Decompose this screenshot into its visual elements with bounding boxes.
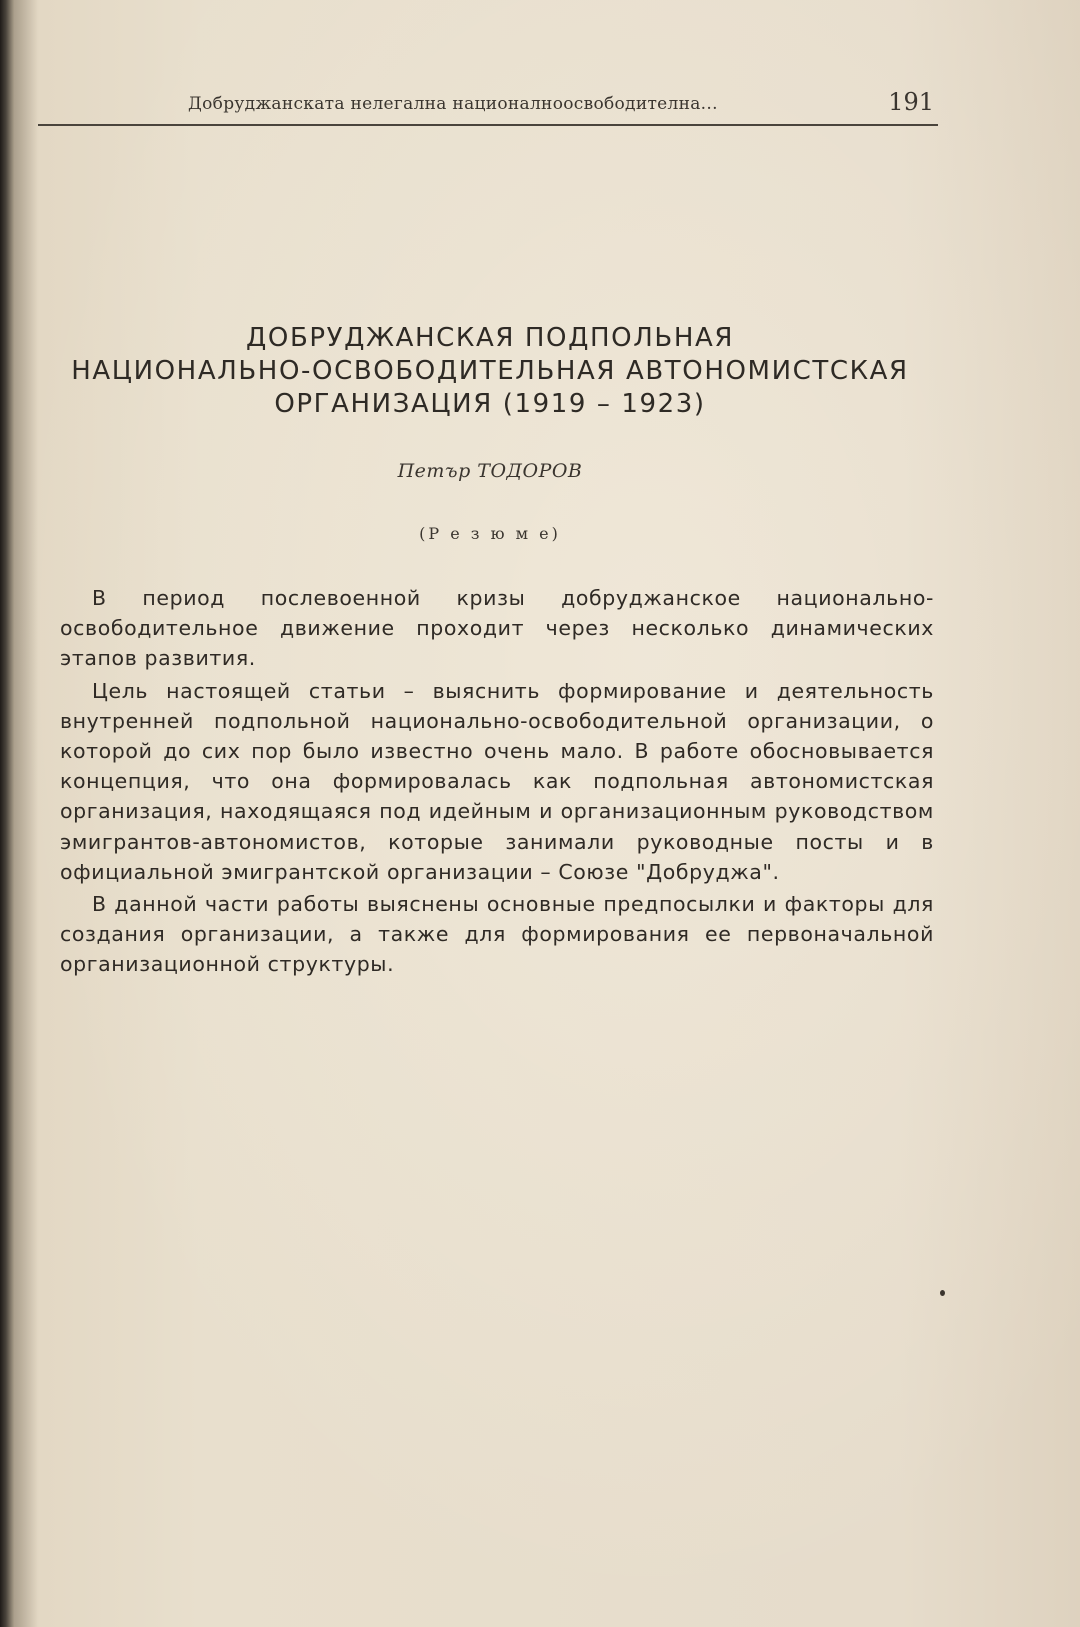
title-line-2: НАЦИОНАЛЬНО-ОСВОБОДИТЕЛЬНАЯ АВТОНОМИСТСКАЯ <box>71 356 909 386</box>
title-line-1: ДОБРУДЖАНСКАЯ ПОДПОЛЬНАЯ <box>245 323 735 353</box>
running-header <box>38 86 938 122</box>
page-number: 191 <box>888 88 934 116</box>
gutter-shadow <box>14 0 38 1627</box>
book-spine-edge <box>0 0 14 1627</box>
running-title: Добруджанската нелегална националноосвободителна... <box>188 94 718 114</box>
section-label: (Р е з ю м е) <box>419 524 561 543</box>
paragraph-2: Цель настоящей статьи – выяснить формирование и деятельность внутренней подпольной национально-освободительной организации, о которой до сих пор было известно очень мало. В работе обосновывается концепция, что она формировалась как подпольная автономистская организация, находящаяся под идейным и организационным руководством эмигрантов-автономистов, которые занимали руководные посты и в официальной эмигрантской организации – Союзе "Добруджа". <box>60 678 934 884</box>
header-rule <box>38 124 938 126</box>
author-name: Петър ТОДОРОВ <box>397 460 583 482</box>
abstract-body <box>60 583 934 982</box>
article-title <box>40 322 940 421</box>
paragraph-1: В период послевоенной кризы добруджанское национально-освободительное движение проходит через несколько динамических этапов развития. <box>60 586 934 671</box>
title-line-3: ОРГАНИЗАЦИЯ (1919 – 1923) <box>274 389 706 419</box>
paragraph-3: В данной части работы выяснены основные предпосылки и факторы для создания организации, а также для формирования ее первоначальной организационной структуры. <box>60 892 934 977</box>
ink-speck <box>940 1290 945 1296</box>
